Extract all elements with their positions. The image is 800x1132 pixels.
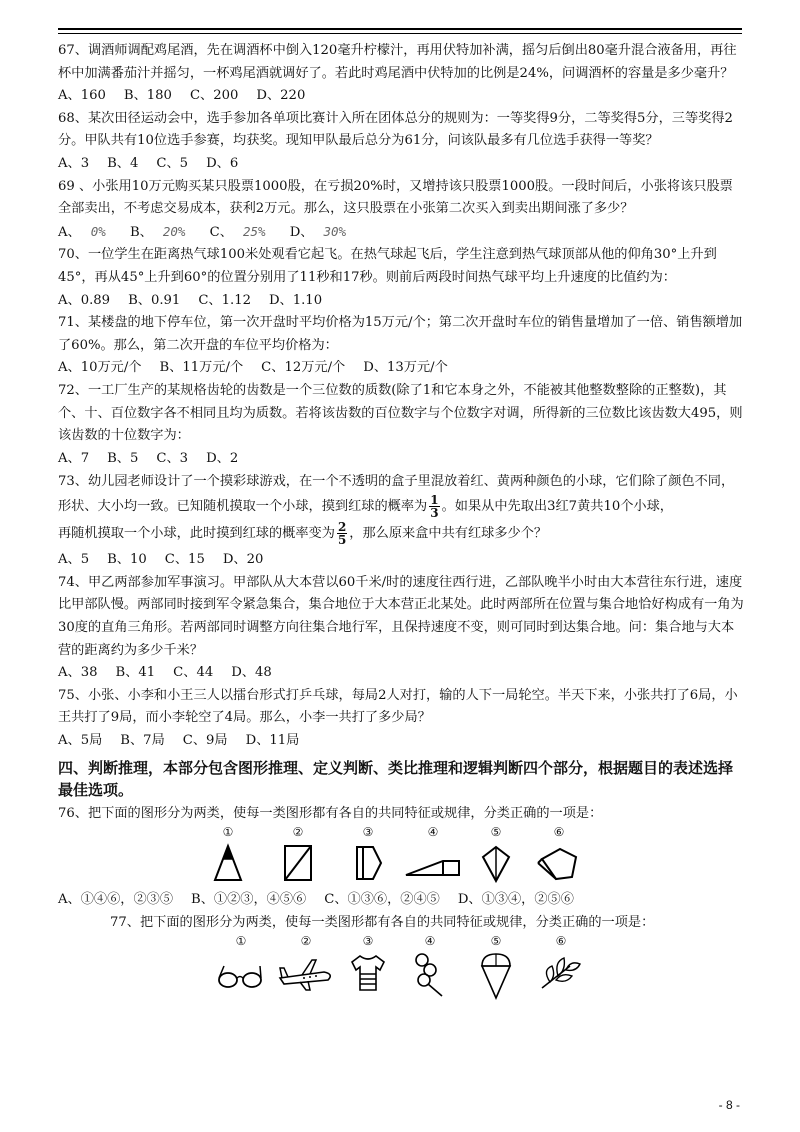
question-76: 76、把下面的图形分为两类，使每一类图形都有各自的共同特征或规律，分类正确的一项是： — [58, 805, 603, 821]
figure-1: ① — [208, 825, 248, 883]
options-73 — [58, 549, 744, 572]
figure-5: ⑤ — [476, 934, 516, 1000]
option: D、48 — [231, 665, 272, 681]
header-rule-thin — [58, 33, 742, 34]
option: D、11局 — [245, 733, 300, 749]
question-69: 69 、小张用10万元购买某只股票1000股，在亏损20%时，又增持该只股票1000股。一段时间后，小张将该只股票全部卖出，不考虑交易成本，获利2万元。那么，这只股票在小张第二次买入到卖出期间涨了多少？ — [58, 178, 733, 217]
options-76 — [58, 889, 744, 912]
fraction-two-fifths: $\frac{2}{5}$ — [337, 520, 347, 548]
option: D、1.10 — [268, 292, 323, 308]
section-heading: 四、判断推理，本部分包含图形推理、定义判断、类比推理和逻辑判断四个部分，根据题目的表述选择最佳选项。 — [58, 758, 734, 799]
question-73: 73、幼儿园老师设计了一个摸彩球游戏，在一个不透明的盒子里混放着红、黄两种颜色的小球，它们除了颜色不同，形状、大小均一致。已知随机摸取一个小球，摸到红球的概率为 $\frac{1}{3}$ 。如果从中先取出3红7黄共10个小球， — [58, 474, 735, 521]
options-75 — [58, 730, 744, 753]
question-73-cont: 再随机摸取一个小球，此时摸到红球的概率变为 $\frac{2}{5}$ ，那么原来盒中共有红球多少个？ — [58, 520, 548, 548]
option: B、0.91 — [128, 292, 181, 308]
options-68 — [58, 153, 744, 176]
kite-shape-icon — [479, 843, 513, 883]
options-67 — [58, 85, 744, 108]
option: C、12万元/个 — [261, 360, 346, 376]
option: D、13万元/个 — [363, 360, 448, 376]
shield-shape-icon — [351, 843, 385, 883]
option: A、5 — [58, 552, 90, 568]
question-72: 72、一工厂生产的某规格齿轮的齿数是一个三位数的质数(除了1和它本身之外，不能被其他整数整除的正整数)，其个、十、百位数字各不相同且均为质数。若将该齿数的百位数字与个位数字对调，所得新的三位数比该齿数大495，则该齿数的十位数字为： — [58, 382, 743, 444]
fraction-one-third: $\frac{1}{3}$ — [430, 493, 439, 521]
options-69 — [58, 221, 744, 245]
option: B、4 — [107, 155, 139, 171]
option: D、①③④，②⑤⑥ — [457, 892, 574, 908]
option: A、①④⑥，②③⑤ — [58, 892, 174, 908]
option: C、3 — [156, 450, 189, 466]
option: D、 30% — [289, 223, 347, 240]
figure-6: ⑥ — [534, 825, 584, 883]
option: C、44 — [173, 665, 214, 681]
option: C、15 — [164, 552, 205, 568]
option: A、 0% — [58, 223, 106, 240]
option: D、20 — [222, 552, 264, 568]
figure-3: ③ — [348, 825, 388, 883]
option: B、10 — [107, 552, 147, 568]
figure-3: ③ — [348, 934, 388, 994]
options-70 — [58, 290, 744, 313]
option: A、38 — [58, 665, 98, 681]
option: D、220 — [256, 88, 306, 104]
figure-6: ⑥ — [536, 934, 586, 992]
pentagon-shape-icon — [534, 843, 584, 883]
question-71: 71、某楼盘的地下停车位，第一次开盘时平均价格为15万元/个；第二次开盘时车位的销售量增加了一倍、销售额增加了60%。那么，第二次开盘的车位平均价格为： — [58, 315, 743, 353]
question-70: 70、一位学生在距离热气球100米处观看它起飞。在热气球起飞后，学生注意到热气球顶部从他的仰角30°上升到45°，再从45°上升到60°的位置分别用了11秒和17秒。则前后两段时间热气球平均上升速度的比值约为： — [58, 247, 717, 285]
leaf-branch-icon — [536, 952, 586, 992]
option: C、5 — [156, 155, 189, 171]
option: A、3 — [58, 155, 90, 171]
rectangle-diagonal-icon — [281, 843, 315, 883]
option: C、①③⑥，②④⑤ — [324, 892, 440, 908]
option: C、200 — [189, 88, 239, 104]
ice-cream-cone-icon — [476, 952, 516, 1000]
question-77: 77、把下面的图形分为两类，使每一类图形都有各自的共同特征或规律，分类正确的一项是： — [110, 914, 655, 930]
trapezoid-triangle-icon — [211, 843, 245, 883]
page-number: - 8 - — [718, 1098, 740, 1112]
option: D、2 — [206, 450, 239, 466]
option: D、6 — [206, 155, 239, 171]
option: A、10万元/个 — [58, 360, 142, 376]
airplane-icon — [276, 952, 336, 992]
tshirt-icon — [348, 952, 388, 994]
option: B、11万元/个 — [159, 360, 244, 376]
wedge-shape-icon — [403, 843, 463, 883]
header-rule — [58, 28, 742, 30]
question-74: 74、甲乙两部参加军事演习。甲部队从大本营以60千米/时的速度往西行进，乙部队晚半小时由大本营往东行进，速度比甲部队慢。两部同时接到军令紧急集合，集合地位于大本营正北某处。此时两部所在位置与集合地恰好构成有一角为30度的直角三角形。若两部同时调整方向往集合地行军，且保持速度不变，则可同时到达集合地。问：集合地与大本营的距离约为多少千米？ — [58, 574, 744, 658]
option: A、160 — [58, 88, 106, 104]
option: C、 25% — [209, 223, 266, 240]
glasses-icon — [216, 952, 266, 992]
option: A、0.89 — [58, 292, 111, 308]
figures-77 — [58, 934, 744, 1004]
figure-4: ④ — [410, 934, 450, 998]
option: A、7 — [58, 450, 90, 466]
option: B、7局 — [120, 733, 165, 749]
question-68: 68、某次田径运动会中，选手参加各单项比赛计入所在团体总分的规则为：一等奖得9分，二等奖得5分，三等奖得2分。甲队共有10位选手参赛，均获奖。现知甲队最后总分为61分，问该队最多有几位选手获得一等奖？ — [58, 110, 733, 149]
option: B、5 — [107, 450, 139, 466]
figure-2: ② — [278, 825, 318, 883]
options-71 — [58, 357, 744, 380]
options-74 — [58, 662, 744, 685]
figure-4: ④ — [403, 825, 463, 883]
figure-2: ② — [276, 934, 336, 992]
page-content — [58, 40, 744, 1004]
options-72 — [58, 448, 744, 471]
option: C、9局 — [182, 733, 228, 749]
option: B、 20% — [129, 223, 186, 240]
option: B、①②③，④⑤⑥ — [191, 892, 307, 908]
option: B、41 — [115, 665, 156, 681]
option: C、1.12 — [198, 292, 251, 308]
question-67: 67、调酒师调配鸡尾酒，先在调酒杯中倒入120毫升柠檬汁，再用伏特加补满，摇匀后倒出80毫升混合液备用，再往杯中加满番茄汁并摇匀，一杯鸡尾酒就调好了。若此时鸡尾酒中伏特加的比例是24%，问调酒杯的容量是多少毫升？ — [58, 43, 737, 81]
figures-76 — [58, 825, 744, 887]
option: A、5局 — [58, 733, 103, 749]
question-75: 75、小张、小李和小王三人以擂台形式打乒乓球，每局2人对打，输的人下一局轮空。半天下来，小张共打了6局，小王共打了9局，而小李轮空了4局。那么，小李一共打了多少局？ — [58, 687, 738, 726]
figure-1: ① — [216, 934, 266, 992]
figure-5: ⑤ — [476, 825, 516, 883]
option: B、180 — [123, 88, 172, 104]
candied-fruit-skewer-icon — [410, 952, 450, 998]
